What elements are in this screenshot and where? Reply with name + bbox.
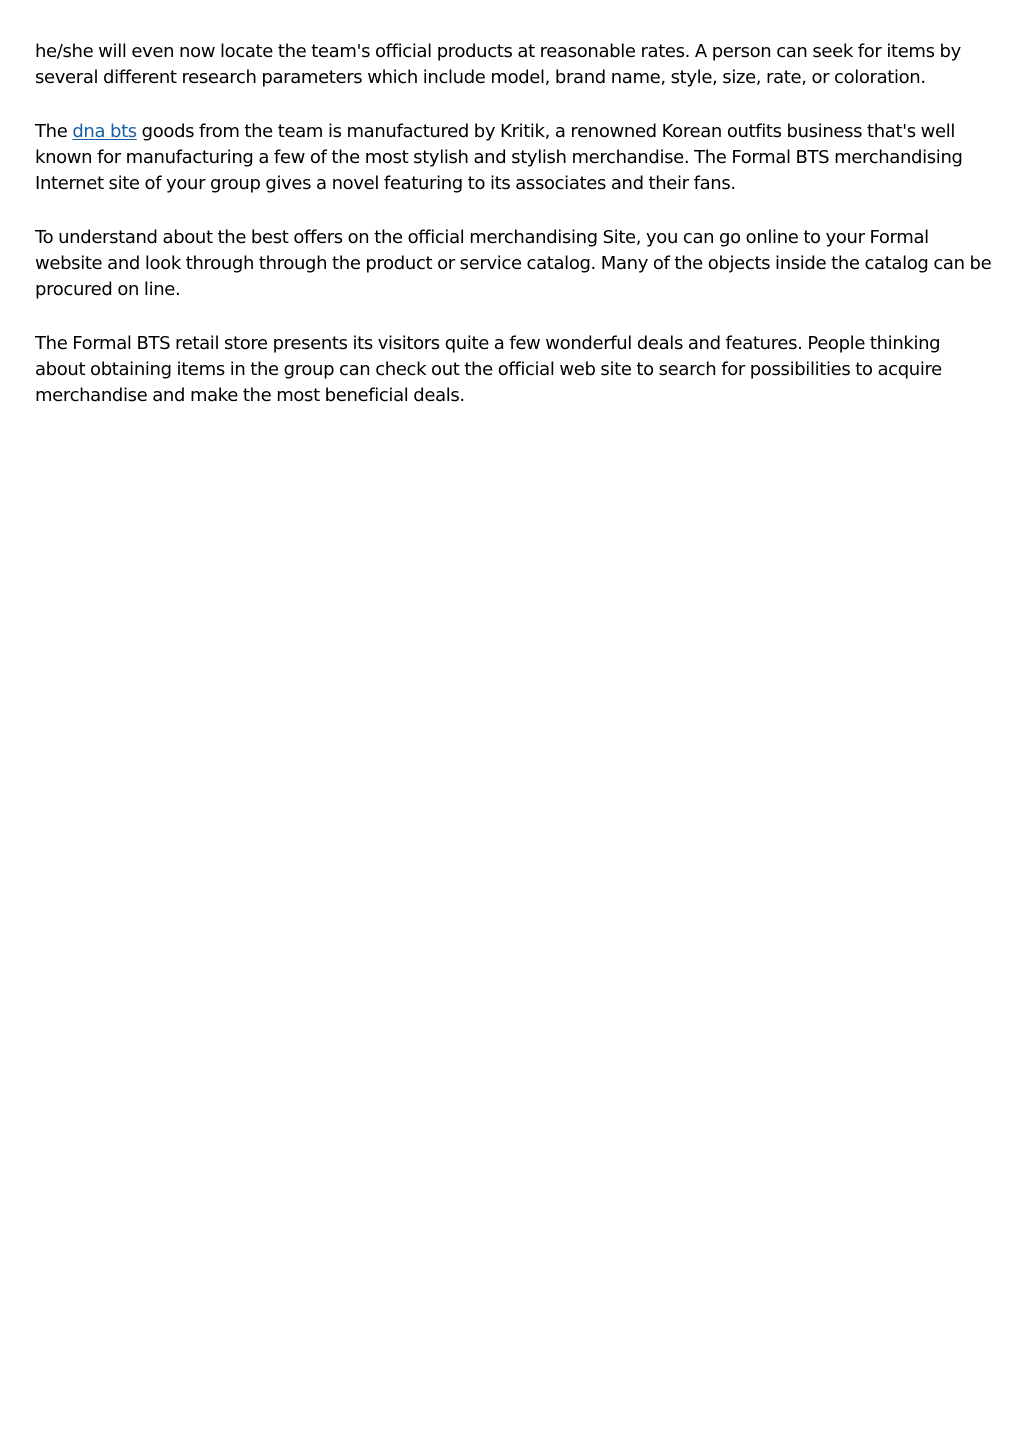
paragraph-2-suffix: goods from the team is manufactured by Kritik, a renowned Korean outfits business that's well known for manufacturing a few of the most stylish and stylish merchandise. The Formal BTS merchandising Internet site of your group gives a novel featuring to its associates and their fans. — [35, 121, 963, 194]
paragraph-4: The Formal BTS retail store presents its visitors quite a few wonderful deals and features. People thinking about obtaining items in the group can check out the official web site to search for possibilities to acquire merchandise and make the most beneficial deals. — [35, 333, 942, 406]
dna-bts-link[interactable]: dna bts — [72, 121, 137, 142]
paragraph-2-prefix: The — [35, 121, 73, 142]
document-page — [35, 39, 995, 437]
paragraph-3: To understand about the best offers on the official merchandising Site, you can go online to your Formal website and look through through the product or service catalog. Many of the objects inside the catalog can be procured on line. — [35, 227, 992, 300]
paragraph-1: he/she will even now locate the team's official products at reasonable rates. A person can seek for items by several different research parameters which include model, brand name, style, size, rate, or coloration. — [35, 41, 961, 88]
paragraph-2 — [35, 119, 995, 197]
